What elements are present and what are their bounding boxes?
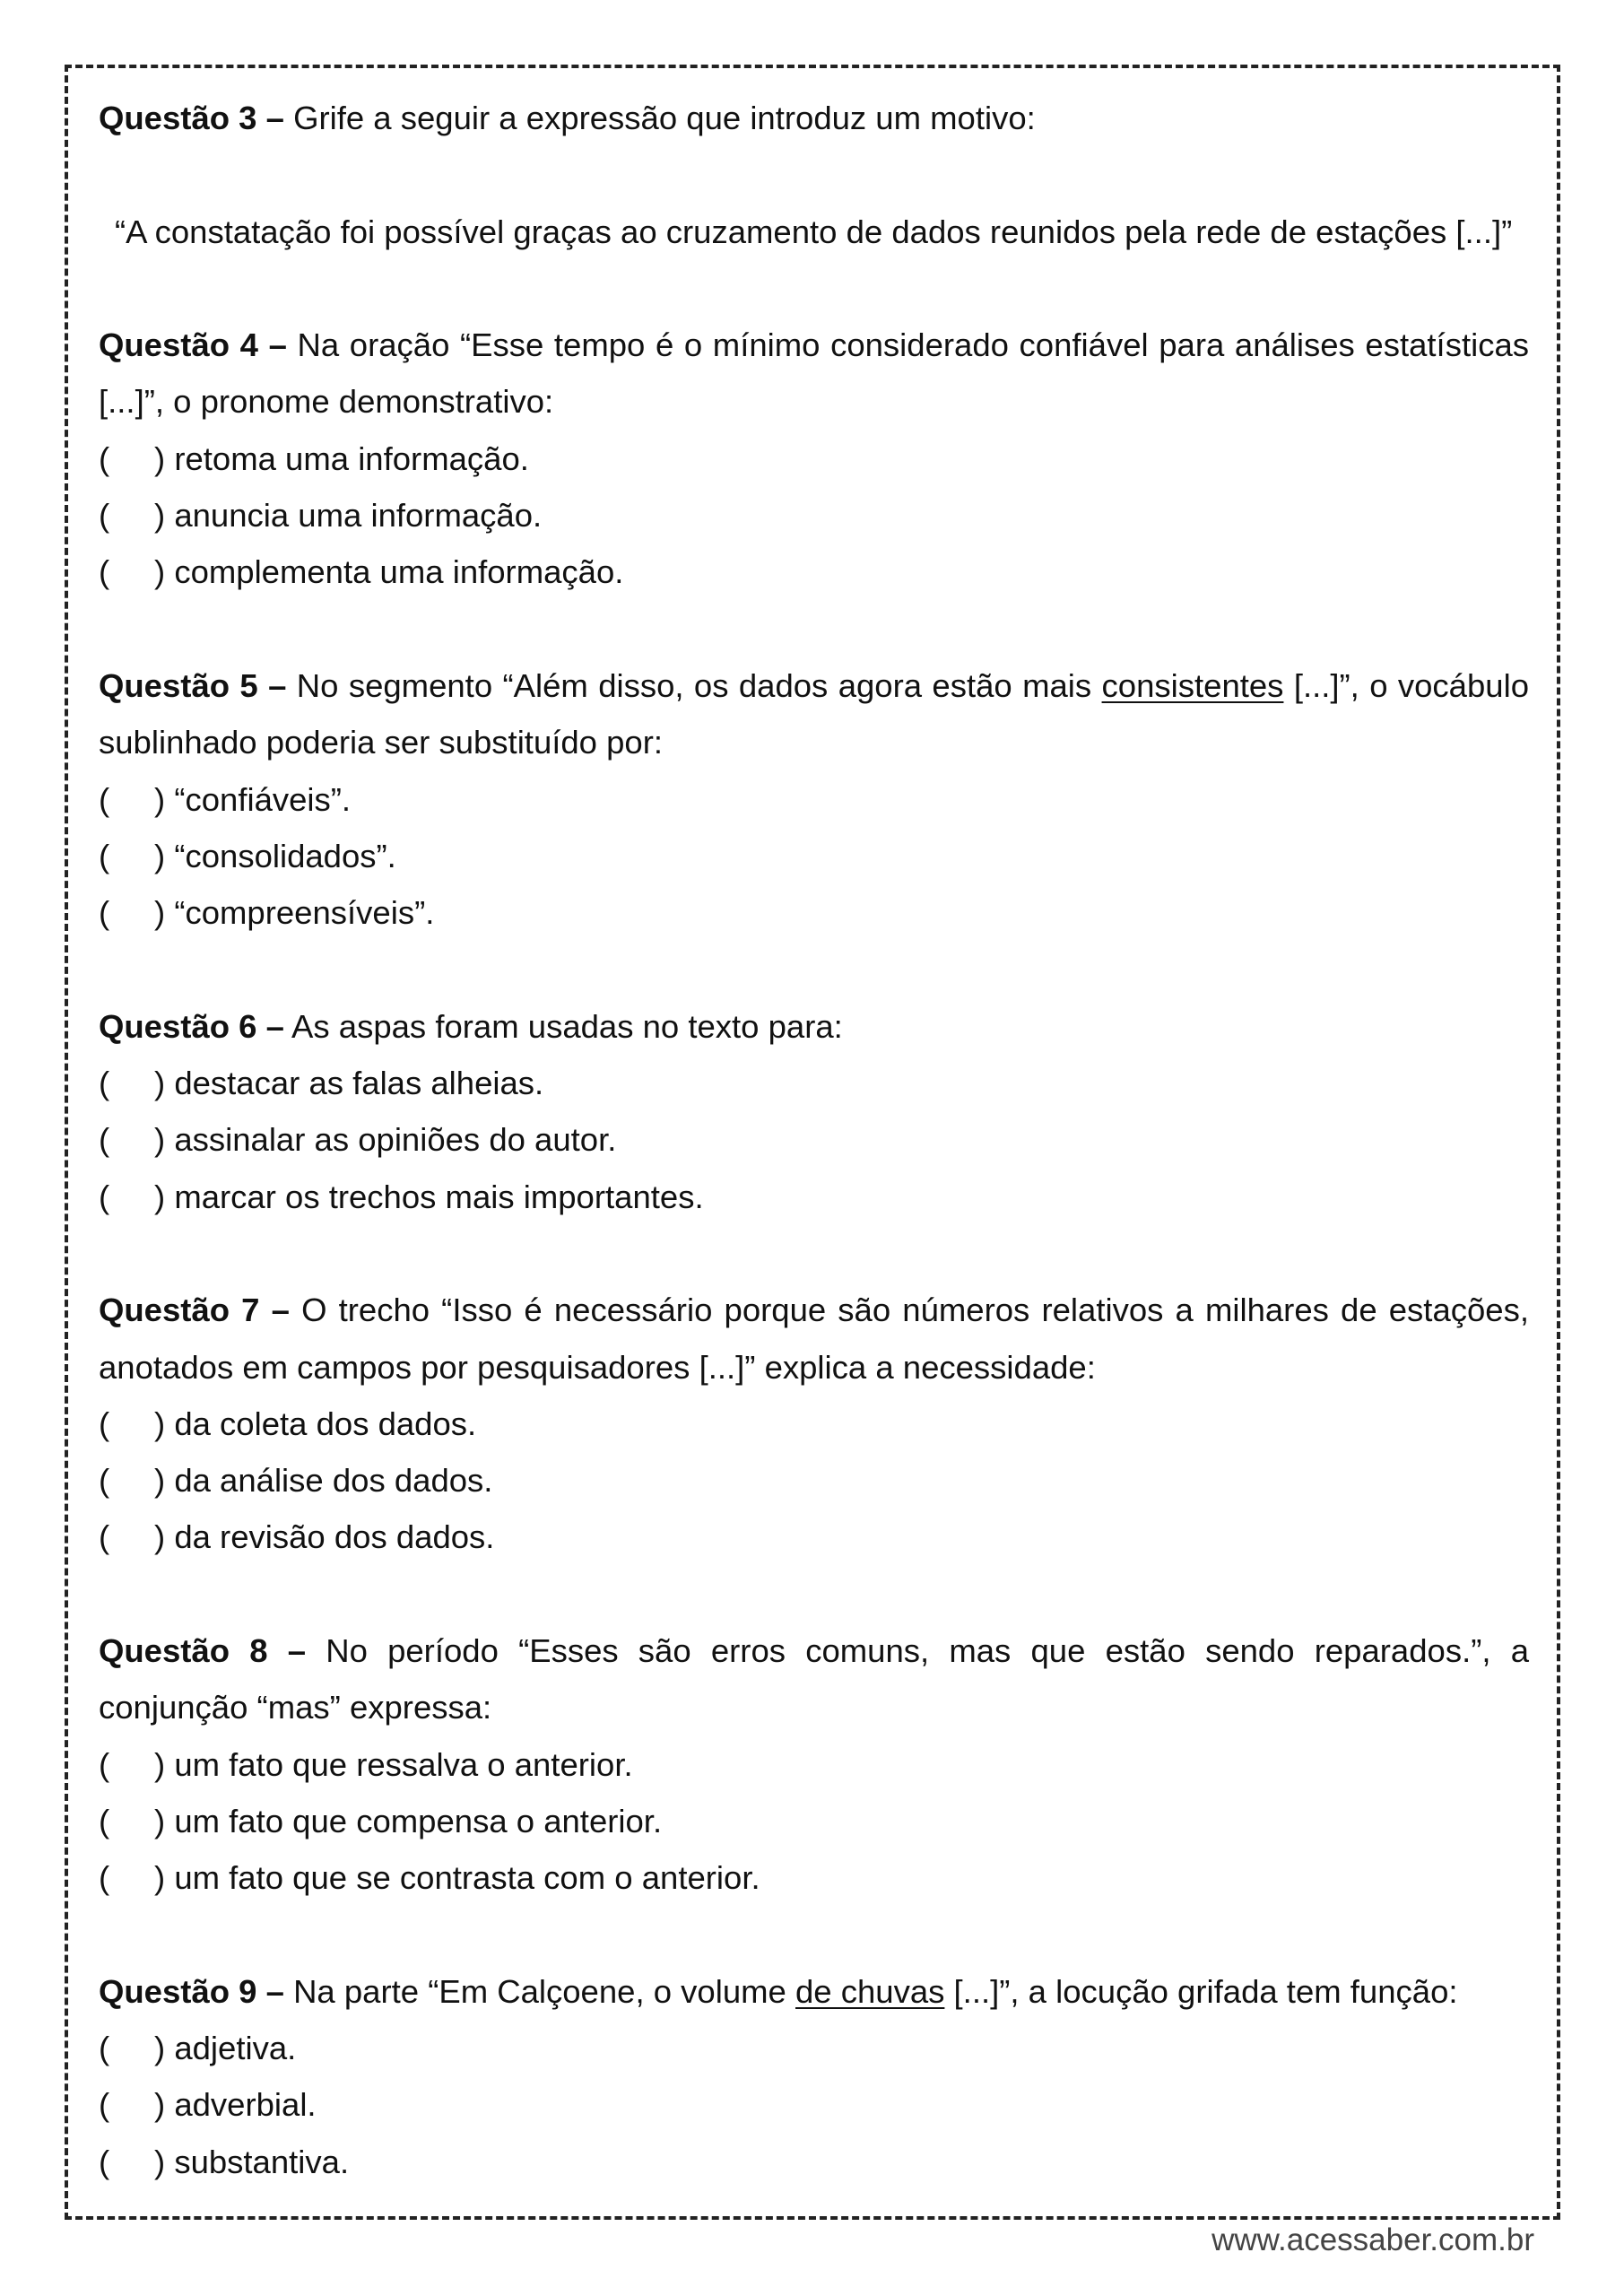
question-8-label: Questão 8 –	[99, 1632, 307, 1670]
checkbox-open: (	[99, 837, 110, 874]
question-3-quote: “A constatação foi possível graças ao cruzamento de dados reunidos pela rede de estações [...]”	[115, 213, 1513, 250]
option-text: retoma uma informação.	[174, 439, 529, 477]
question-9-underlined-phrase: de chuvas	[795, 1972, 945, 2010]
question-7-option-1[interactable]	[99, 1396, 1529, 1452]
question-8-prompt: No período “Esses são erros comuns, mas que estão sendo reparados.”, a conjunção “mas” expressa:	[99, 1632, 1530, 1726]
option-text: complementa uma informação.	[174, 553, 624, 591]
question-8-option-2[interactable]	[99, 1793, 1529, 1849]
question-9-prompt-after: [...]”, a locução grifada tem função:	[944, 1972, 1458, 2010]
spacer	[99, 1566, 1529, 1622]
checkbox-close: )	[154, 1121, 166, 1159]
option-text: adjetiva.	[174, 2030, 297, 2067]
spacer	[99, 941, 1529, 997]
checkbox-open: (	[99, 1462, 110, 1500]
question-4	[99, 317, 1529, 430]
question-4-label: Questão 4 –	[99, 326, 287, 364]
question-6-option-2[interactable]	[99, 1111, 1529, 1168]
question-3	[99, 90, 1529, 146]
question-9	[99, 1963, 1529, 2020]
question-9-label: Questão 9 –	[99, 1972, 284, 2010]
checkbox-open: (	[99, 439, 110, 477]
checkbox-open: (	[99, 1859, 110, 1897]
question-8-option-1[interactable]	[99, 1736, 1529, 1793]
option-text: anuncia uma informação.	[174, 497, 543, 535]
checkbox-open: (	[99, 1121, 110, 1159]
option-text: “compreensíveis”.	[174, 894, 435, 932]
option-text: da coleta dos dados.	[174, 1405, 477, 1442]
option-text: da revisão dos dados.	[174, 1518, 495, 1556]
checkbox-close: )	[154, 2143, 166, 2180]
question-7-option-3[interactable]	[99, 1509, 1529, 1565]
option-text: um fato que ressalva o anterior.	[174, 1745, 633, 1783]
question-4-option-3[interactable]	[99, 544, 1529, 600]
checkbox-close: )	[154, 439, 166, 477]
checkbox-open: (	[99, 1178, 110, 1215]
question-5-option-1[interactable]	[99, 771, 1529, 828]
checkbox-close: )	[154, 1518, 166, 1556]
checkbox-open: (	[99, 1802, 110, 1839]
question-6-option-1[interactable]	[99, 1055, 1529, 1111]
question-5-prompt-after: [...]”, o vocábulo sublinhado poderia ser substituído por:	[99, 666, 1529, 761]
checkbox-close: )	[154, 1405, 166, 1442]
question-7-prompt: O trecho “Isso é necessário porque são números relativos a milhares de estações, anotados em campos por pesquisadores [...]” explica a necessidade:	[99, 1292, 1529, 1386]
spacer	[99, 146, 1529, 203]
checkbox-close: )	[154, 780, 166, 818]
checkbox-open: (	[99, 780, 110, 818]
checkbox-close: )	[154, 1178, 166, 1215]
checkbox-close: )	[154, 894, 166, 932]
spacer	[99, 601, 1529, 657]
spacer	[99, 1225, 1529, 1282]
checkbox-open: (	[99, 1518, 110, 1556]
question-9-option-2[interactable]	[99, 2076, 1529, 2133]
question-3-label: Questão 3 –	[99, 100, 284, 136]
checkbox-close: )	[154, 2086, 166, 2124]
spacer	[99, 260, 1529, 317]
question-6-label: Questão 6 –	[99, 1007, 284, 1045]
checkbox-close: )	[154, 2030, 166, 2067]
question-3-prompt: Grife a seguir a expressão que introduz um motivo:	[283, 100, 1036, 136]
worksheet-content	[99, 90, 1529, 2190]
question-7-option-2[interactable]	[99, 1452, 1529, 1509]
question-7	[99, 1282, 1529, 1396]
checkbox-close: )	[154, 553, 166, 591]
question-9-prompt-before: Na parte “Em Calçoene, o volume	[283, 1972, 795, 2010]
question-4-option-2[interactable]	[99, 487, 1529, 544]
option-text: “confiáveis”.	[174, 780, 352, 818]
option-text: adverbial.	[174, 2086, 317, 2124]
option-text: da análise dos dados.	[174, 1462, 493, 1500]
question-8-option-3[interactable]	[99, 1849, 1529, 1906]
checkbox-open: (	[99, 894, 110, 932]
checkbox-close: )	[154, 1745, 166, 1783]
checkbox-open: (	[99, 1745, 110, 1783]
checkbox-close: )	[154, 1065, 166, 1102]
checkbox-open: (	[99, 553, 110, 591]
checkbox-close: )	[154, 1802, 166, 1839]
checkbox-close: )	[154, 497, 166, 535]
question-5-option-3[interactable]	[99, 884, 1529, 941]
footer-url[interactable]: www.acessaber.com.br	[1211, 2222, 1534, 2257]
checkbox-open: (	[99, 2030, 110, 2067]
question-9-option-1[interactable]	[99, 2020, 1529, 2076]
question-7-label: Questão 7 –	[99, 1292, 290, 1329]
question-9-option-3[interactable]	[99, 2134, 1529, 2190]
checkbox-open: (	[99, 1405, 110, 1442]
question-5-prompt-before: No segmento “Além disso, os dados agora estão mais	[286, 666, 1102, 704]
question-6-prompt: As aspas foram usadas no texto para:	[283, 1007, 843, 1045]
question-5-underlined-word: consistentes	[1101, 666, 1284, 704]
question-4-prompt: Na oração “Esse tempo é o mínimo considerado confiável para análises estatísticas [...]”, o pronome demonstrativo:	[99, 326, 1529, 421]
option-text: marcar os trechos mais importantes.	[174, 1178, 704, 1215]
checkbox-open: (	[99, 2086, 110, 2124]
checkbox-close: )	[154, 1859, 166, 1897]
option-text: substantiva.	[174, 2143, 350, 2180]
question-4-option-1[interactable]	[99, 430, 1529, 487]
question-8	[99, 1622, 1529, 1736]
question-5-label: Questão 5 –	[99, 666, 287, 704]
option-text: “consolidados”.	[174, 837, 396, 874]
question-6-option-3[interactable]	[99, 1169, 1529, 1225]
question-6	[99, 998, 1529, 1055]
option-text: um fato que se contrasta com o anterior.	[174, 1859, 760, 1897]
checkbox-open: (	[99, 2143, 110, 2180]
option-text: destacar as falas alheias.	[174, 1065, 544, 1102]
option-text: um fato que compensa o anterior.	[174, 1802, 663, 1839]
question-5-option-2[interactable]	[99, 828, 1529, 884]
option-text: assinalar as opiniões do autor.	[174, 1121, 617, 1159]
spacer	[99, 1907, 1529, 1963]
checkbox-close: )	[154, 1462, 166, 1500]
question-5	[99, 657, 1529, 771]
checkbox-close: )	[154, 837, 166, 874]
checkbox-open: (	[99, 1065, 110, 1102]
checkbox-open: (	[99, 497, 110, 535]
